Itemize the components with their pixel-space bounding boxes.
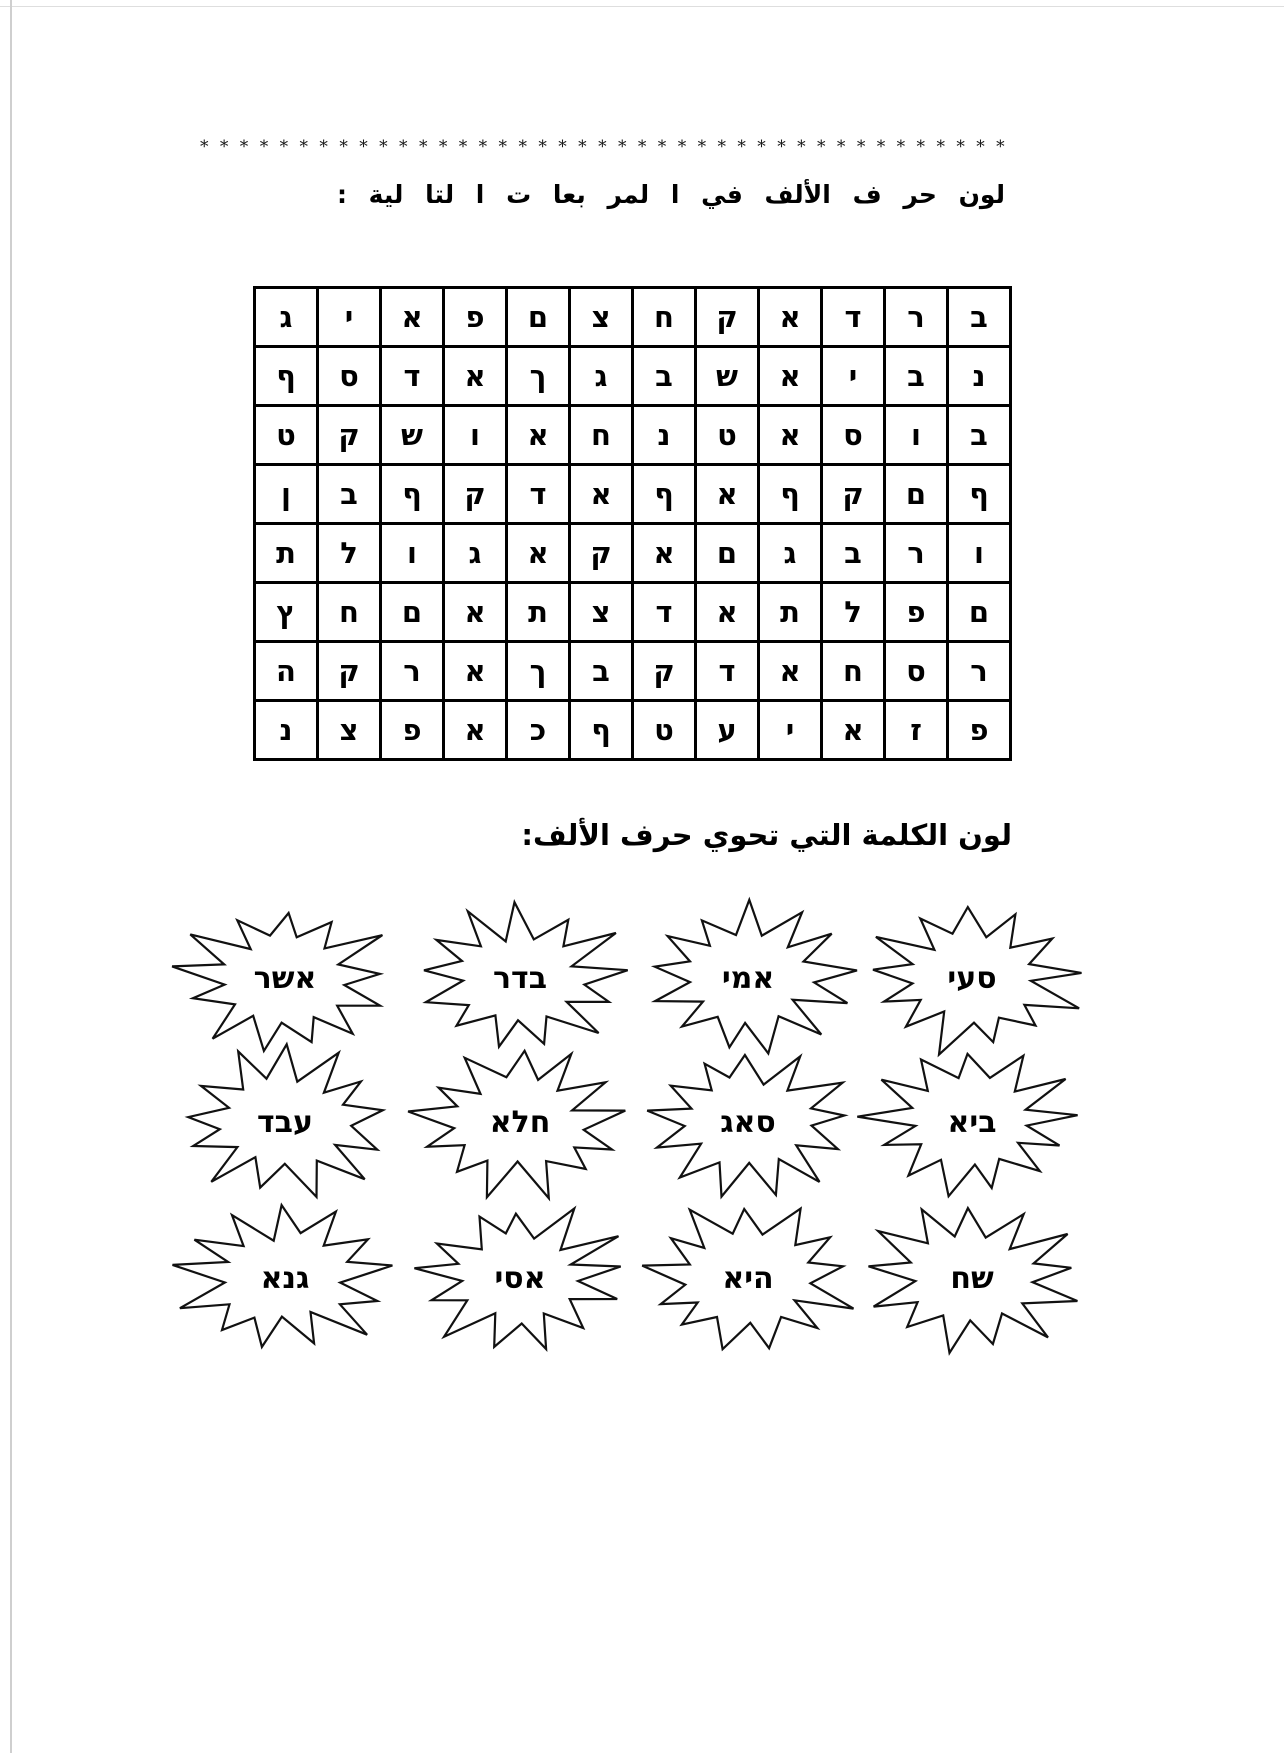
grid-cell: א	[759, 288, 822, 347]
grid-cell: ק	[318, 642, 381, 701]
grid-cell: ש	[696, 347, 759, 406]
grid-cell: א	[444, 701, 507, 760]
letter-grid-body	[255, 288, 1011, 760]
burst-word-label: שח	[950, 1260, 994, 1296]
grid-row	[255, 642, 1011, 701]
grid-cell: ן	[255, 465, 318, 524]
grid-cell: ח	[318, 583, 381, 642]
grid-cell: י	[318, 288, 381, 347]
grid-cell: ו	[381, 524, 444, 583]
grid-cell: ף	[759, 465, 822, 524]
grid-cell: ם	[381, 583, 444, 642]
grid-cell: א	[507, 406, 570, 465]
burst-word-label: חלא	[489, 1104, 551, 1140]
grid-cell: ח	[822, 642, 885, 701]
grid-cell: פ	[948, 701, 1011, 760]
grid-cell: א	[570, 465, 633, 524]
grid-cell: ף	[255, 347, 318, 406]
grid-cell: ף	[381, 465, 444, 524]
grid-cell: פ	[444, 288, 507, 347]
grid-cell: פ	[885, 583, 948, 642]
burst-word-label: עבד	[257, 1104, 313, 1140]
grid-cell: ד	[822, 288, 885, 347]
grid-cell: ך	[507, 642, 570, 701]
asterisk-divider: * * * * * * * * * * * * * * * * * * * * * * * * * * * * * * * * * * * * * * * * *	[200, 137, 1008, 157]
grid-cell: ץ	[255, 583, 318, 642]
grid-cell: ג	[570, 347, 633, 406]
grid-cell: ק	[318, 406, 381, 465]
grid-cell: ד	[696, 642, 759, 701]
word-burst	[165, 1193, 405, 1363]
word-burst	[628, 1037, 868, 1207]
instruction-color-alef-words: لون الكلمة التي تحوي حرف الألف:	[521, 818, 1012, 852]
grid-cell: ד	[633, 583, 696, 642]
grid-cell: ם	[507, 288, 570, 347]
grid-cell: ף	[948, 465, 1011, 524]
grid-cell: ף	[570, 701, 633, 760]
burst-word-label: בדר	[493, 960, 547, 996]
grid-cell: ש	[381, 406, 444, 465]
grid-cell: ם	[696, 524, 759, 583]
grid-cell: ג	[444, 524, 507, 583]
grid-cell: ק	[633, 642, 696, 701]
grid-cell: א	[633, 524, 696, 583]
burst-word-label: גנא	[260, 1260, 310, 1296]
grid-cell: א	[759, 347, 822, 406]
grid-row	[255, 347, 1011, 406]
grid-cell: ל	[822, 583, 885, 642]
grid-row	[255, 406, 1011, 465]
grid-cell: א	[507, 524, 570, 583]
grid-cell: ל	[318, 524, 381, 583]
grid-cell: א	[381, 288, 444, 347]
grid-cell: ט	[633, 701, 696, 760]
grid-cell: י	[822, 347, 885, 406]
grid-cell: ח	[633, 288, 696, 347]
grid-cell: ס	[885, 642, 948, 701]
grid-cell: ק	[570, 524, 633, 583]
burst-word-label: היא	[722, 1260, 774, 1296]
grid-cell: ר	[381, 642, 444, 701]
grid-cell: ו	[948, 524, 1011, 583]
word-burst	[165, 1037, 405, 1207]
grid-cell: ר	[885, 288, 948, 347]
grid-row	[255, 701, 1011, 760]
grid-cell: ם	[885, 465, 948, 524]
grid-cell: ע	[696, 701, 759, 760]
grid-cell: ד	[381, 347, 444, 406]
page-edge-left-line	[10, 0, 12, 1753]
page-edge-top-line	[0, 6, 1284, 7]
grid-cell: נ	[948, 347, 1011, 406]
grid-cell: ט	[696, 406, 759, 465]
word-burst	[852, 1193, 1092, 1363]
grid-cell: ת	[507, 583, 570, 642]
grid-cell: ך	[507, 347, 570, 406]
grid-cell: ב	[570, 642, 633, 701]
grid-row	[255, 465, 1011, 524]
burst-word-label: סעי	[947, 960, 997, 996]
word-burst	[852, 1037, 1092, 1207]
grid-cell: ס	[318, 347, 381, 406]
grid-cell: א	[444, 642, 507, 701]
grid-cell: ג	[759, 524, 822, 583]
grid-cell: א	[759, 642, 822, 701]
grid-cell: נ	[633, 406, 696, 465]
grid-cell: ב	[318, 465, 381, 524]
grid-cell: א	[444, 347, 507, 406]
grid-row	[255, 583, 1011, 642]
burst-word-label: אמי	[721, 960, 775, 996]
grid-cell: ר	[885, 524, 948, 583]
instruction-color-alef-squares: لون حر ف الألف في ا لمر بعا ت ا لتا لية :	[336, 180, 1005, 209]
grid-cell: ת	[759, 583, 822, 642]
grid-cell: ח	[570, 406, 633, 465]
grid-cell: ק	[444, 465, 507, 524]
grid-cell: ק	[696, 288, 759, 347]
grid-cell: ם	[948, 583, 1011, 642]
grid-cell: ז	[885, 701, 948, 760]
grid-cell: ת	[255, 524, 318, 583]
grid-cell: א	[444, 583, 507, 642]
grid-cell: ף	[633, 465, 696, 524]
word-burst	[628, 1193, 868, 1363]
word-burst	[400, 1037, 640, 1207]
burst-word-label: אסי	[494, 1260, 546, 1296]
grid-cell: ו	[444, 406, 507, 465]
grid-cell: ב	[948, 406, 1011, 465]
burst-word-label: אשר	[253, 960, 317, 996]
grid-cell: ב	[822, 524, 885, 583]
grid-cell: א	[759, 406, 822, 465]
grid-cell: ב	[885, 347, 948, 406]
grid-cell: א	[696, 465, 759, 524]
burst-word-label: ביא	[947, 1104, 997, 1140]
grid-cell: ה	[255, 642, 318, 701]
grid-cell: ו	[885, 406, 948, 465]
word-burst	[400, 1193, 640, 1363]
grid-cell: י	[759, 701, 822, 760]
letter-grid	[253, 286, 1012, 761]
grid-cell: כ	[507, 701, 570, 760]
grid-cell: פ	[381, 701, 444, 760]
grid-cell: ב	[633, 347, 696, 406]
grid-cell: א	[822, 701, 885, 760]
grid-cell: א	[696, 583, 759, 642]
burst-word-label: סאג	[720, 1104, 776, 1140]
grid-row	[255, 288, 1011, 347]
grid-cell: ט	[255, 406, 318, 465]
grid-cell: צ	[570, 288, 633, 347]
grid-cell: נ	[255, 701, 318, 760]
grid-cell: צ	[318, 701, 381, 760]
grid-cell: ס	[822, 406, 885, 465]
grid-cell: ג	[255, 288, 318, 347]
grid-cell: ד	[507, 465, 570, 524]
grid-cell: ר	[948, 642, 1011, 701]
grid-row	[255, 524, 1011, 583]
grid-cell: ב	[948, 288, 1011, 347]
grid-cell: ק	[822, 465, 885, 524]
grid-cell: צ	[570, 583, 633, 642]
